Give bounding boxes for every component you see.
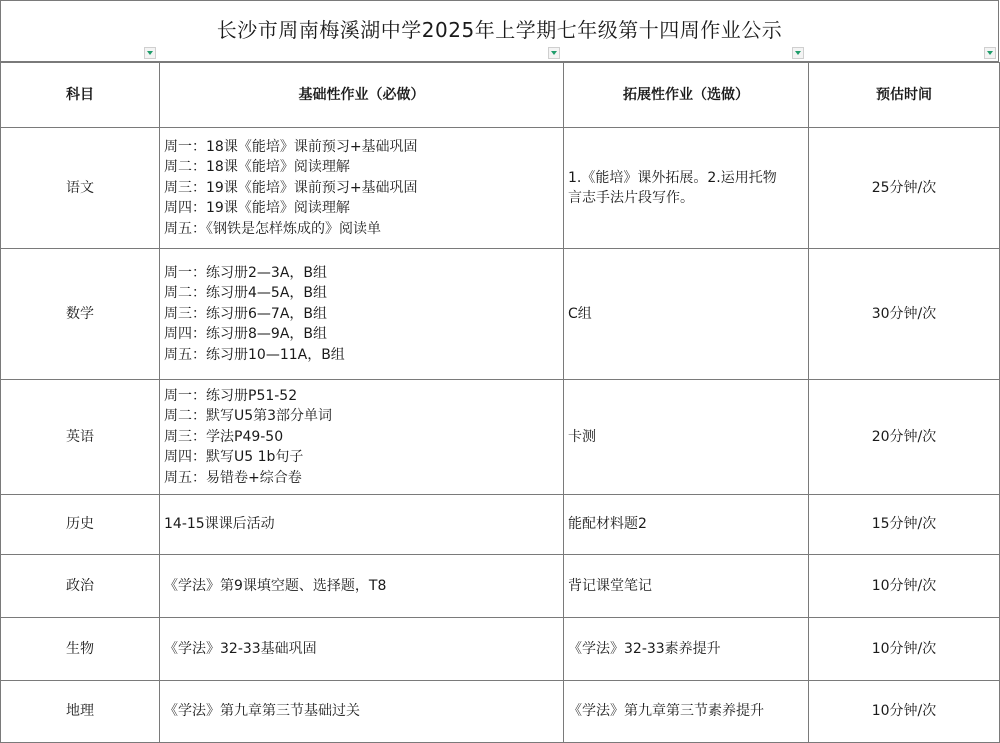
subject-cell[interactable]: 语文 bbox=[1, 128, 160, 249]
extended-line: 背记课堂笔记 bbox=[568, 577, 652, 594]
extended-homework-cell[interactable] bbox=[564, 681, 809, 743]
basic-line: 周五：《钢铁是怎样炼成的》阅读单 bbox=[164, 220, 381, 237]
table-row bbox=[1, 618, 1000, 681]
basic-line: 周三：练习册6—7A，B组 bbox=[164, 305, 327, 322]
basic-line: 周一：练习册2—3A，B组 bbox=[164, 264, 327, 281]
time-cell[interactable]: 10分钟/次 bbox=[809, 618, 1000, 681]
basic-line: 《学法》32-33基础巩固 bbox=[164, 640, 317, 657]
extended-line: 卡测 bbox=[568, 428, 596, 445]
basic-line: 周三：19课《能培》课前预习+基础巩固 bbox=[164, 179, 418, 196]
filter-arrow-icon bbox=[147, 51, 153, 55]
table-row bbox=[1, 681, 1000, 743]
time-cell[interactable]: 30分钟/次 bbox=[809, 249, 1000, 380]
time-cell[interactable]: 25分钟/次 bbox=[809, 128, 1000, 249]
extended-line: 《学法》32-33素养提升 bbox=[568, 640, 721, 657]
page-title: 长沙市周南梅溪湖中学2025年上学期七年级第十四周作业公示 bbox=[216, 17, 783, 42]
basic-line: 周四：19课《能培》阅读理解 bbox=[164, 200, 350, 217]
basic-homework-cell[interactable] bbox=[160, 681, 564, 743]
homework-table bbox=[0, 62, 1000, 743]
basic-homework-cell[interactable] bbox=[160, 128, 564, 249]
basic-homework-cell[interactable] bbox=[160, 249, 564, 380]
filter-dropdown-extended[interactable] bbox=[792, 47, 804, 59]
basic-line: 周五：练习册10—11A，B组 bbox=[164, 346, 345, 363]
table-row bbox=[1, 555, 1000, 618]
basic-line: 周三：学法P49-50 bbox=[164, 428, 284, 445]
filter-arrow-icon bbox=[551, 51, 557, 55]
time-cell[interactable]: 10分钟/次 bbox=[809, 555, 1000, 618]
extended-line: 《学法》第九章第三节素养提升 bbox=[568, 703, 764, 720]
basic-line: 周四：练习册8—9A，B组 bbox=[164, 326, 327, 343]
basic-line: 周二：18课《能培》阅读理解 bbox=[164, 159, 350, 176]
extended-homework-cell[interactable] bbox=[564, 495, 809, 555]
time-cell[interactable]: 20分钟/次 bbox=[809, 380, 1000, 495]
extended-homework-cell[interactable] bbox=[564, 128, 809, 249]
basic-line: 周二：默写U5第3部分单词 bbox=[164, 408, 333, 425]
basic-line: 14-15课课后活动 bbox=[164, 516, 275, 533]
header-time[interactable]: 预估时间 bbox=[809, 63, 1000, 128]
filter-arrow-icon bbox=[795, 51, 801, 55]
subject-cell[interactable]: 地理 bbox=[1, 681, 160, 743]
extended-homework-cell[interactable] bbox=[564, 618, 809, 681]
header-extended[interactable]: 拓展性作业（选做） bbox=[564, 63, 809, 128]
basic-line: 周二：练习册4—5A，B组 bbox=[164, 285, 327, 302]
table-row bbox=[1, 249, 1000, 380]
time-cell[interactable]: 10分钟/次 bbox=[809, 681, 1000, 743]
subject-cell[interactable]: 政治 bbox=[1, 555, 160, 618]
extended-homework-cell[interactable] bbox=[564, 555, 809, 618]
filter-dropdown-time[interactable] bbox=[984, 47, 996, 59]
basic-line: 《学法》第9课填空题、选择题，T8 bbox=[164, 577, 387, 594]
extended-line: 言志手法片段写作。 bbox=[568, 190, 694, 206]
table-row bbox=[1, 495, 1000, 555]
extended-line: 1.《能培》课外拓展。2.运用托物 bbox=[568, 169, 777, 186]
time-cell[interactable]: 15分钟/次 bbox=[809, 495, 1000, 555]
table-row bbox=[1, 128, 1000, 249]
basic-homework-cell[interactable] bbox=[160, 555, 564, 618]
header-row bbox=[1, 63, 1000, 128]
filter-dropdown-basic[interactable] bbox=[548, 47, 560, 59]
subject-cell[interactable]: 英语 bbox=[1, 380, 160, 495]
table-row bbox=[1, 380, 1000, 495]
extended-line: 能配材料题2 bbox=[568, 516, 647, 533]
basic-line: 周一：练习册P51-52 bbox=[164, 387, 298, 404]
basic-homework-cell[interactable] bbox=[160, 380, 564, 495]
filter-arrow-icon bbox=[987, 51, 993, 55]
extended-line: C组 bbox=[568, 305, 592, 322]
basic-line: 周五：易错卷+综合卷 bbox=[164, 469, 302, 486]
subject-cell[interactable]: 数学 bbox=[1, 249, 160, 380]
extended-homework-cell[interactable] bbox=[564, 249, 809, 380]
filter-dropdown-subject[interactable] bbox=[144, 47, 156, 59]
header-subject[interactable]: 科目 bbox=[1, 63, 160, 128]
basic-homework-cell[interactable] bbox=[160, 618, 564, 681]
basic-line: 周一：18课《能培》课前预习+基础巩固 bbox=[164, 138, 418, 155]
subject-cell[interactable]: 历史 bbox=[1, 495, 160, 555]
basic-line: 周四：默写U5 1b句子 bbox=[164, 449, 304, 466]
basic-line: 《学法》第九章第三节基础过关 bbox=[164, 703, 360, 720]
basic-homework-cell[interactable] bbox=[160, 495, 564, 555]
header-basic[interactable]: 基础性作业（必做） bbox=[160, 63, 564, 128]
extended-homework-cell[interactable] bbox=[564, 380, 809, 495]
subject-cell[interactable]: 生物 bbox=[1, 618, 160, 681]
